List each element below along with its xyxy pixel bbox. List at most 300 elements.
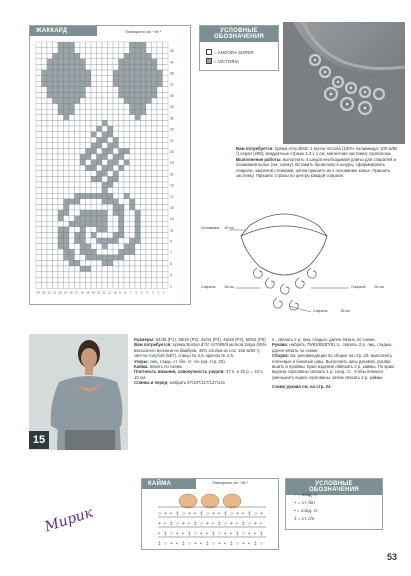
- jacquard-cell: [86, 171, 92, 177]
- jacquard-cell: [75, 137, 81, 143]
- kaima-stitch-mark: ○: [158, 511, 162, 517]
- jacquard-cell: [163, 277, 169, 283]
- jacquard-cell: [108, 160, 114, 166]
- jacquard-cell: [141, 120, 147, 126]
- jacquard-cell: [113, 126, 119, 132]
- jacquard-cell: [108, 137, 114, 143]
- jacquard-cell: [97, 92, 103, 98]
- jacquard-cell: [58, 87, 64, 93]
- jacquard-cell: [152, 120, 158, 126]
- kaima-chart: [148, 489, 272, 545]
- jacquard-cell: [75, 148, 81, 154]
- jacquard-cell: [42, 120, 48, 126]
- jacquard-cell: [102, 104, 108, 110]
- jacquard-cell: [108, 216, 114, 222]
- jacquard-cell: [152, 59, 158, 65]
- jacquard-cell: [146, 76, 152, 82]
- jacquard-cell: [119, 249, 125, 255]
- jacquard-cell: [119, 42, 125, 48]
- jacquard-cell: [124, 216, 130, 222]
- jacquard-row-number: 7: [170, 250, 172, 255]
- jacquard-cell: [75, 277, 81, 283]
- jacquard-cell: [91, 244, 97, 250]
- jacquard-cell: [97, 255, 103, 261]
- jacquard-cell: [130, 199, 136, 205]
- jacquard-cell: [58, 238, 64, 244]
- jacquard-cell: [53, 76, 59, 82]
- jacquard-cell: [42, 81, 48, 87]
- jacquard-cell: [124, 266, 130, 272]
- jacquard-cell: [163, 81, 169, 87]
- jacquard-cell: [91, 104, 97, 110]
- kaima-stitch-mark: ○: [194, 531, 198, 537]
- jacquard-cell: [119, 154, 125, 160]
- jacquard-cell: [75, 272, 81, 278]
- jacquard-cell: [119, 227, 125, 233]
- jacquard-cell: [119, 260, 125, 266]
- jacquard-cell: [157, 42, 163, 48]
- legend-bottom-item-4: ‡ = ст. с/н: [294, 516, 315, 521]
- jacquard-cell: [119, 204, 125, 210]
- kaima-stitch-mark: ○: [176, 521, 180, 527]
- jacquard-cell: [163, 59, 169, 65]
- jacquard-cell: [75, 210, 81, 216]
- jacquard-cell: [69, 137, 75, 143]
- jacquard-cell: [58, 148, 64, 154]
- jacquard-cell: [146, 126, 152, 132]
- jacquard-cell: [97, 64, 103, 70]
- jacquard-cell: [47, 148, 53, 154]
- jacquard-cell: [163, 53, 169, 59]
- jacquard-cell: [75, 64, 81, 70]
- kaima-stitch-mark: ○: [242, 531, 246, 537]
- jacquard-cell: [42, 87, 48, 93]
- jacquard-cell: [91, 154, 97, 160]
- jacquard-cell: [102, 76, 108, 82]
- jacquard-cell: [58, 165, 64, 171]
- jacquard-cell: [69, 76, 75, 82]
- jacquard-cell: [113, 227, 119, 233]
- jacquard-cell: [80, 266, 86, 272]
- jacquard-cell: [36, 165, 42, 171]
- jacquard-cell: [69, 132, 75, 138]
- jacquard-cell: [146, 193, 152, 199]
- jacquard-cell: [130, 171, 136, 177]
- jacquard-cell: [47, 188, 53, 194]
- jacquard-cell: [69, 160, 75, 166]
- jacquard-cell: [47, 92, 53, 98]
- jacquard-cell: [47, 160, 53, 166]
- jacquard-cell: [108, 59, 114, 65]
- jacquard-cell: [97, 216, 103, 222]
- jacquard-row-number: 37: [170, 82, 174, 87]
- jacquard-cell: [130, 216, 136, 222]
- jacquard-cell: [163, 232, 169, 238]
- jacquard-cell: [80, 64, 86, 70]
- jacquard-cell: [130, 48, 136, 54]
- jacquard-cell: [130, 132, 136, 138]
- right-text-column: [272, 337, 402, 390]
- jacquard-cell: [86, 260, 92, 266]
- jacquard-cell: [135, 148, 141, 154]
- jacquard-cell: [86, 92, 92, 98]
- jacquard-cell: [47, 120, 53, 126]
- jacquard-cell: [69, 188, 75, 194]
- jacquard-cell: [58, 199, 64, 205]
- jacquard-cell: [163, 154, 169, 160]
- jacquard-cell: [64, 115, 70, 121]
- jacquard-cell: [64, 70, 70, 76]
- jacquard-cell: [86, 64, 92, 70]
- jacquard-cell: [152, 148, 158, 154]
- jacquard-cell: [141, 148, 147, 154]
- jacquard-cell: [53, 182, 59, 188]
- kaima-stitch-mark: +: [182, 521, 185, 527]
- jacquard-cell: [163, 120, 169, 126]
- jacquard-cell: [119, 160, 125, 166]
- jacquard-cell: [64, 266, 70, 272]
- jacquard-cell: [53, 277, 59, 283]
- jacquard-cell: [64, 204, 70, 210]
- jacquard-cell: [135, 120, 141, 126]
- jacquard-cell: [163, 70, 169, 76]
- jacquard-cell: [130, 204, 136, 210]
- jacquard-cell: [69, 42, 75, 48]
- jacquard-cell: [36, 204, 42, 210]
- pattern-number-badge: 15: [29, 431, 49, 449]
- jacquard-chart: [34, 40, 180, 302]
- jacquard-cell: [146, 160, 152, 166]
- legend-bottom-list: [294, 491, 319, 523]
- jacquard-cell: [157, 182, 163, 188]
- jacquard-cell: [75, 176, 81, 182]
- jacquard-cell: [64, 104, 70, 110]
- jacquard-cell: [146, 81, 152, 87]
- jacquard-cell: [58, 59, 64, 65]
- jacquard-cell: [135, 193, 141, 199]
- slip-stitch-icon: •: [294, 508, 296, 513]
- jacquard-cell: [86, 199, 92, 205]
- jacquard-cell: [53, 115, 59, 121]
- jacquard-cell: [47, 59, 53, 65]
- jacquard-cell: [64, 193, 70, 199]
- kaima-stitch-mark: ○: [254, 511, 258, 517]
- jacquard-cell: [157, 48, 163, 54]
- jacquard-cell: [108, 81, 114, 87]
- jacquard-cell: [102, 154, 108, 160]
- jacquard-cell: [42, 48, 48, 54]
- jacquard-row-number: 3: [170, 273, 172, 278]
- jacquard-cell: [58, 283, 64, 289]
- jacquard-cell: [157, 81, 163, 87]
- jacquard-cell: [69, 266, 75, 272]
- jacquard-cell: [119, 266, 125, 272]
- jacquard-cell: [113, 53, 119, 59]
- jacquard-cell: [91, 53, 97, 59]
- jacquard-cell: [157, 171, 163, 177]
- jacquard-cell: [163, 42, 169, 48]
- jacquard-cell: [108, 260, 114, 266]
- jacquard-cell: [102, 216, 108, 222]
- jacquard-cell: [42, 210, 48, 216]
- jacquard-cell: [135, 232, 141, 238]
- jacquard-cell: [80, 48, 86, 54]
- jacquard-cell: [42, 115, 48, 121]
- jacquard-cell: [146, 148, 152, 154]
- kaima-stitch-mark: ‡: [236, 531, 239, 537]
- jacquard-cell: [53, 154, 59, 160]
- jacquard-cell: [113, 70, 119, 76]
- jacquard-cell: [113, 210, 119, 216]
- jacquard-cell: [157, 109, 163, 115]
- jacquard-cell: [135, 48, 141, 54]
- jacquard-cell: [69, 165, 75, 171]
- jacquard-cell: [135, 137, 141, 143]
- jacquard-cell: [141, 216, 147, 222]
- jacquard-cell: [130, 92, 136, 98]
- jacquard-cell: [152, 221, 158, 227]
- jacquard-cell: [163, 255, 169, 261]
- jacquard-cell: [80, 59, 86, 65]
- jacquard-cell: [146, 272, 152, 278]
- jacquard-cell: [124, 115, 130, 121]
- jacquard-cell: [36, 188, 42, 194]
- jacquard-cell: [124, 59, 130, 65]
- jacquard-cell: [64, 87, 70, 93]
- jacquard-cell: [91, 255, 97, 261]
- jacquard-cell: [102, 64, 108, 70]
- jacquard-cell: [97, 160, 103, 166]
- jacquard-cell: [97, 154, 103, 160]
- jacquard-cell: [102, 132, 108, 138]
- jacquard-cell: [91, 115, 97, 121]
- kaima-stitch-mark: •: [236, 521, 238, 527]
- jacquard-cell: [102, 199, 108, 205]
- jacquard-cell: [91, 216, 97, 222]
- jacquard-cell: [135, 283, 141, 289]
- jacquard-cell: [75, 238, 81, 244]
- jacquard-cell: [135, 109, 141, 115]
- jacquard-cell: [141, 53, 147, 59]
- jacquard-cell: [130, 154, 136, 160]
- jacquard-cell: [163, 260, 169, 266]
- jacquard-cell: [130, 227, 136, 233]
- jacquard-cell: [163, 266, 169, 272]
- jacquard-cell: [47, 154, 53, 160]
- jacquard-cell: [124, 154, 130, 160]
- jacquard-cell: [47, 171, 53, 177]
- jacquard-cell: [135, 182, 141, 188]
- jacquard-cell: [124, 210, 130, 216]
- kaima-stitch-mark: ○: [230, 511, 234, 517]
- jacquard-cell: [42, 221, 48, 227]
- jacquard-cell: [86, 193, 92, 199]
- jacquard-cell: [64, 238, 70, 244]
- jacquard-cell: [135, 64, 141, 70]
- jacquard-cell: [53, 193, 59, 199]
- kaima-stitch-mark: +: [254, 521, 257, 527]
- legend-top: [199, 25, 279, 71]
- jacquard-cell: [58, 193, 64, 199]
- jacquard-cell: [124, 92, 130, 98]
- jacquard-cell: [152, 216, 158, 222]
- jacquard-col-number: 8: [124, 290, 127, 295]
- jacquard-cell: [124, 204, 130, 210]
- jacquard-cell: [146, 137, 152, 143]
- jacquard-cell: [86, 165, 92, 171]
- jacquard-cell: [64, 132, 70, 138]
- jacquard-cell: [146, 154, 152, 160]
- jacquard-cell: [91, 193, 97, 199]
- jacquard-cell: [36, 232, 42, 238]
- jacquard-cell: [91, 182, 97, 188]
- jacquard-cell: [146, 92, 152, 98]
- kaima-stitch-mark: +: [158, 521, 161, 527]
- jacquard-cell: [75, 81, 81, 87]
- jacquard-cell: [163, 204, 169, 210]
- jacquard-cell: [58, 126, 64, 132]
- jacquard-cell: [64, 137, 70, 143]
- jacquard-cell: [108, 126, 114, 132]
- kaima-stitch-mark: •: [170, 511, 172, 517]
- jacquard-cell: [124, 120, 130, 126]
- jacquard-cell: [130, 266, 136, 272]
- jacquard-cell: [135, 115, 141, 121]
- jacquard-cell: [124, 249, 130, 255]
- jacquard-cell: [135, 104, 141, 110]
- jacquard-cell: [146, 266, 152, 272]
- jacquard-cell: [146, 109, 152, 115]
- jacquard-cell: [47, 115, 53, 121]
- jacquard-cell: [36, 120, 42, 126]
- jacquard-cell: [157, 160, 163, 166]
- jacquard-cell: [91, 238, 97, 244]
- jacquard-cell: [152, 98, 158, 104]
- jacquard-cell: [69, 176, 75, 182]
- kaima-stitch-mark: +: [248, 531, 251, 537]
- jacquard-cell: [86, 216, 92, 222]
- kaima-stitch-mark: +: [260, 511, 263, 517]
- jacquard-cell: [108, 188, 114, 194]
- jacquard-cell: [75, 154, 81, 160]
- jacquard-cell: [86, 176, 92, 182]
- kaima-stitch-mark: ‡: [188, 531, 191, 537]
- jacquard-cell: [135, 244, 141, 250]
- jacquard-cell: [157, 210, 163, 216]
- jacquard-cell: [86, 98, 92, 104]
- jacquard-cell: [97, 232, 103, 238]
- jacquard-cell: [42, 277, 48, 283]
- jacquard-cell: [91, 227, 97, 233]
- jacquard-cell: [141, 171, 147, 177]
- jacquard-cell: [75, 115, 81, 121]
- jacquard-row-number: 27: [170, 138, 174, 143]
- sleeves-paragraph: Рукава: набрать 79/81/83/87/91 п., связать 2 р. лиц. гладью, далее вязать по схеме.: [272, 342, 393, 353]
- jacquard-cell: [86, 59, 92, 65]
- jacquard-cell: [146, 238, 152, 244]
- jacquard-cell: [97, 76, 103, 82]
- jacquard-cell: [119, 64, 125, 70]
- jacquard-cell: [42, 260, 48, 266]
- jacquard-cell: [42, 42, 48, 48]
- jacquard-cell: [113, 81, 119, 87]
- jacquard-cell: [53, 199, 59, 205]
- jacquard-cell: [141, 70, 147, 76]
- jacquard-cell: [47, 137, 53, 143]
- jacquard-cell: [124, 182, 130, 188]
- jacquard-cell: [97, 227, 103, 233]
- jacquard-cell: [80, 160, 86, 166]
- legend-bottom-item-1: ○ = возд. п.: [294, 492, 318, 497]
- jacquard-cell: [42, 227, 48, 233]
- jacquard-cell: [75, 109, 81, 115]
- jacquard-cell: [42, 104, 48, 110]
- jacquard-section: [29, 25, 191, 305]
- jacquard-cell: [119, 188, 125, 194]
- jacquard-cell: [64, 210, 70, 216]
- kaima-stitch-mark: +: [206, 521, 209, 527]
- jacquard-cell: [42, 266, 48, 272]
- jacquard-cell: [97, 98, 103, 104]
- jacquard-cell: [91, 199, 97, 205]
- necklace-photo: [283, 22, 405, 144]
- jacquard-cell: [146, 182, 152, 188]
- jacquard-cell: [141, 182, 147, 188]
- necklace-label-base: Основание 40 см: [201, 226, 234, 230]
- jacquard-cell: [47, 221, 53, 227]
- jacquard-row-number: 29: [170, 127, 174, 132]
- jacquard-cell: [124, 42, 130, 48]
- jacquard-cell: [91, 81, 97, 87]
- jacquard-cell: [97, 277, 103, 283]
- jacquard-col-number: 14: [91, 290, 95, 295]
- jacquard-cell: [141, 137, 147, 143]
- kaima-stitch-mark: +: [218, 541, 221, 545]
- jacquard-cell: [80, 143, 86, 149]
- jacquard-cell: [152, 283, 158, 289]
- jacquard-cell: [157, 277, 163, 283]
- jacquard-cell: [113, 120, 119, 126]
- jacquard-cell: [152, 182, 158, 188]
- jacquard-cell: [130, 188, 136, 194]
- jacquard-row-number: 35: [170, 94, 174, 98]
- jacquard-cell: [64, 216, 70, 222]
- jacquard-col-number: 6: [135, 290, 138, 295]
- kaima-stitch-mark: ○: [260, 541, 264, 545]
- jacquard-cell: [80, 188, 86, 194]
- jacquard-col-number: 19: [64, 290, 68, 295]
- jacquard-cell: [124, 48, 130, 54]
- jacquard-cell: [36, 104, 42, 110]
- jacquard-cell: [102, 260, 108, 266]
- jacquard-cell: [152, 199, 158, 205]
- jacquard-cell: [42, 283, 48, 289]
- jacquard-cell: [64, 92, 70, 98]
- jacquard-cell: [108, 221, 114, 227]
- jacquard-row-number: 15: [170, 206, 174, 210]
- jacquard-cell: [69, 59, 75, 65]
- jacquard-cell: [119, 176, 125, 182]
- jacquard-cell: [119, 48, 125, 54]
- jacquard-cell: [130, 81, 136, 87]
- jacquard-cell: [53, 132, 59, 138]
- jacquard-cell: [135, 42, 141, 48]
- kaima-stitch-mark: •: [242, 511, 244, 517]
- kaima-stitch-mark: ○: [206, 511, 210, 517]
- jacquard-cell: [75, 193, 81, 199]
- jacquard-cell: [97, 182, 103, 188]
- jacquard-cell: [163, 137, 169, 143]
